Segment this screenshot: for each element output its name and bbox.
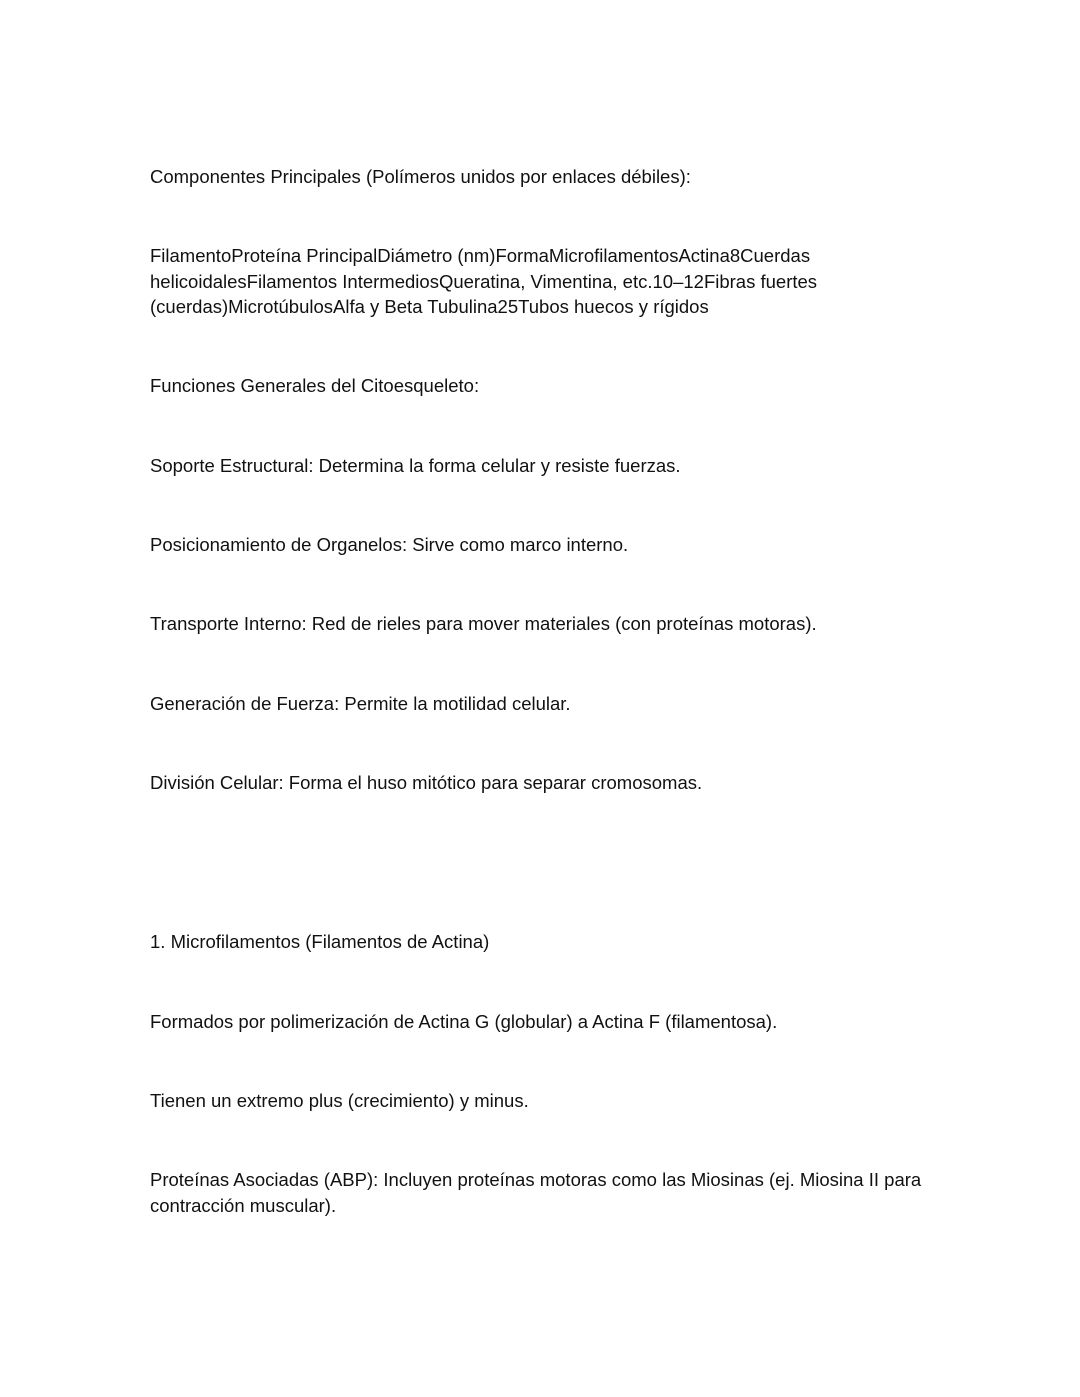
heading-componentes-principales: Componentes Principales (Polímeros unidos por enlaces débiles): <box>150 166 691 187</box>
function-generacion-fuerza: Generación de Fuerza: Permite la motilidad celular. <box>150 693 571 714</box>
function-posicionamiento-organelos: Posicionamiento de Organelos: Sirve como marco interno. <box>150 534 629 555</box>
heading-funciones-generales: Funciones Generales del Citoesqueleto: <box>150 375 480 396</box>
filament-table-text: FilamentoProteína PrincipalDiámetro (nm)FormaMicrofilamentosActina8Cuerdas helicoidalesFilamentos IntermediosQueratina, Vimentina, etc.10–12Fibras fuertes (cuerdas)MicrotúbulosAlfa y Beta Tubulina25Tubos huecos y rígidos <box>150 245 818 317</box>
heading-microfilamentos: 1. Microfilamentos (Filamentos de Actina) <box>150 931 490 952</box>
microfilament-formation: Formados por polimerización de Actina G (globular) a Actina F (filamentosa). <box>150 1011 778 1032</box>
function-transporte-interno: Transporte Interno: Red de rieles para mover materiales (con proteínas motoras). <box>150 613 817 634</box>
function-division-celular: División Celular: Forma el huso mitótico para separar cromosomas. <box>150 772 703 793</box>
microfilament-associated-proteins: Proteínas Asociadas (ABP): Incluyen proteínas motoras como las Miosinas (ej. Miosina II para contracción muscular). <box>150 1169 922 1216</box>
function-soporte-estructural: Soporte Estructural: Determina la forma celular y resiste fuerzas. <box>150 455 681 476</box>
microfilament-ends: Tienen un extremo plus (crecimiento) y minus. <box>150 1090 529 1111</box>
